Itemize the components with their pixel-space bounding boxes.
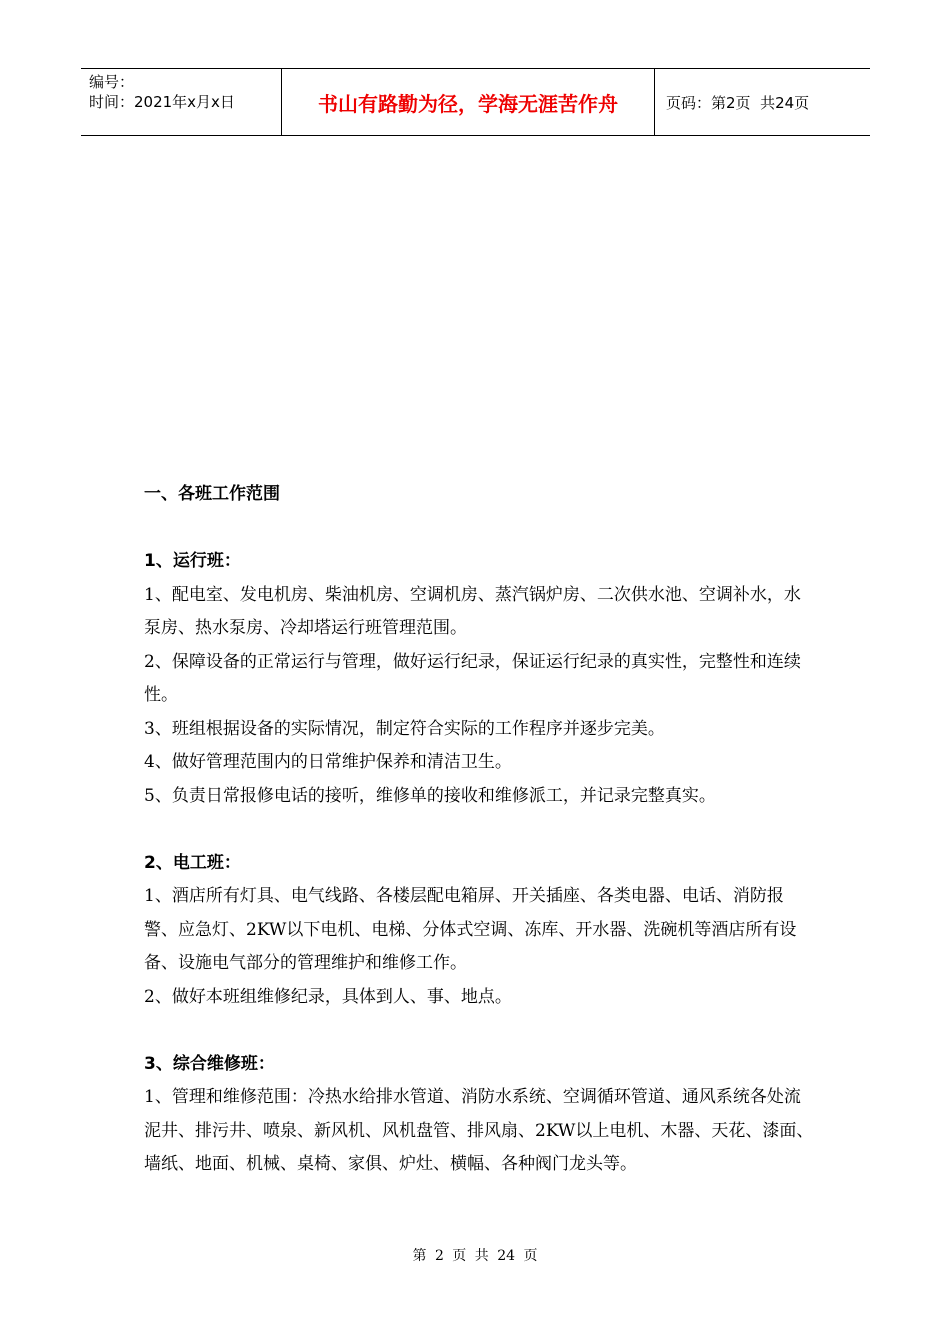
list-item: 2、做好本班组维修纪录，具体到人、事、地点。 <box>144 986 512 1007</box>
list-item: 5、负责日常报修电话的接听，维修单的接收和维修派工，并记录完整真实。 <box>144 785 716 806</box>
page-footer <box>0 1245 950 1265</box>
header-meta <box>81 69 282 135</box>
list-item: 3、班组根据设备的实际情况，制定符合实际的工作程序并逐步完美。 <box>144 718 665 739</box>
list-item: 4、做好管理范围内的日常维护保养和清洁卫生。 <box>144 752 512 772</box>
section-title: 3、综合维修班： <box>144 1053 275 1074</box>
list-item: 1、管理和维修范围：冷热水给排水管道、消防水系统、空调循环管道、通风系统各处流泥井、排污井、喷泉、新风机、风机盘管、排风扇、2KW以上电机、木器、天花、漆面、墙纸、地面、机械、桌椅、家俱、炉灶、横幅、各种阀门龙头等。 <box>144 1087 814 1174</box>
list-item: 1、配电室、发电机房、柴油机房、空调机房、蒸汽锅炉房、二次供水池、空调补水，水泵房、热水泵房、冷却塔运行班管理范围。 <box>144 584 801 638</box>
document-body <box>144 478 814 1182</box>
header-motto <box>282 69 655 135</box>
document-number-label: 编号： <box>89 73 135 91</box>
section-electrical <box>144 847 814 1015</box>
section-maintenance <box>144 1048 814 1182</box>
section-title: 2、电工班： <box>144 852 241 873</box>
motto-text: 书山有路勤为径，学海无涯苦作舟 <box>318 91 618 116</box>
spacer <box>144 813 814 847</box>
section-heading: 一、各班工作范围 <box>144 484 280 504</box>
spacer <box>144 1014 814 1048</box>
footer-page-number: 第 2 页 共 24 页 <box>412 1248 538 1264</box>
page-info-text: 页码：第2页 共24页 <box>666 93 810 112</box>
list-item: 1、酒店所有灯具、电气线路、各楼层配电箱屏、开关插座、各类电器、电话、消防报警、应急灯、2KW以下电机、电梯、分体式空调、冻库、开水器、洗碗机等酒店所有设备、设施电气部分的管理维护和维修工作。 <box>144 886 797 973</box>
list-item: 2、保障设备的正常运行与管理，做好运行纪录，保证运行纪录的真实性，完整性和连续性。 <box>144 651 801 705</box>
spacer <box>144 512 814 546</box>
page-header <box>81 68 870 136</box>
section-title: 1、运行班： <box>144 551 241 571</box>
header-page-info <box>655 69 870 135</box>
document-time-label: 时间：2021年x月x日 <box>89 93 235 111</box>
section-operations <box>144 545 814 813</box>
